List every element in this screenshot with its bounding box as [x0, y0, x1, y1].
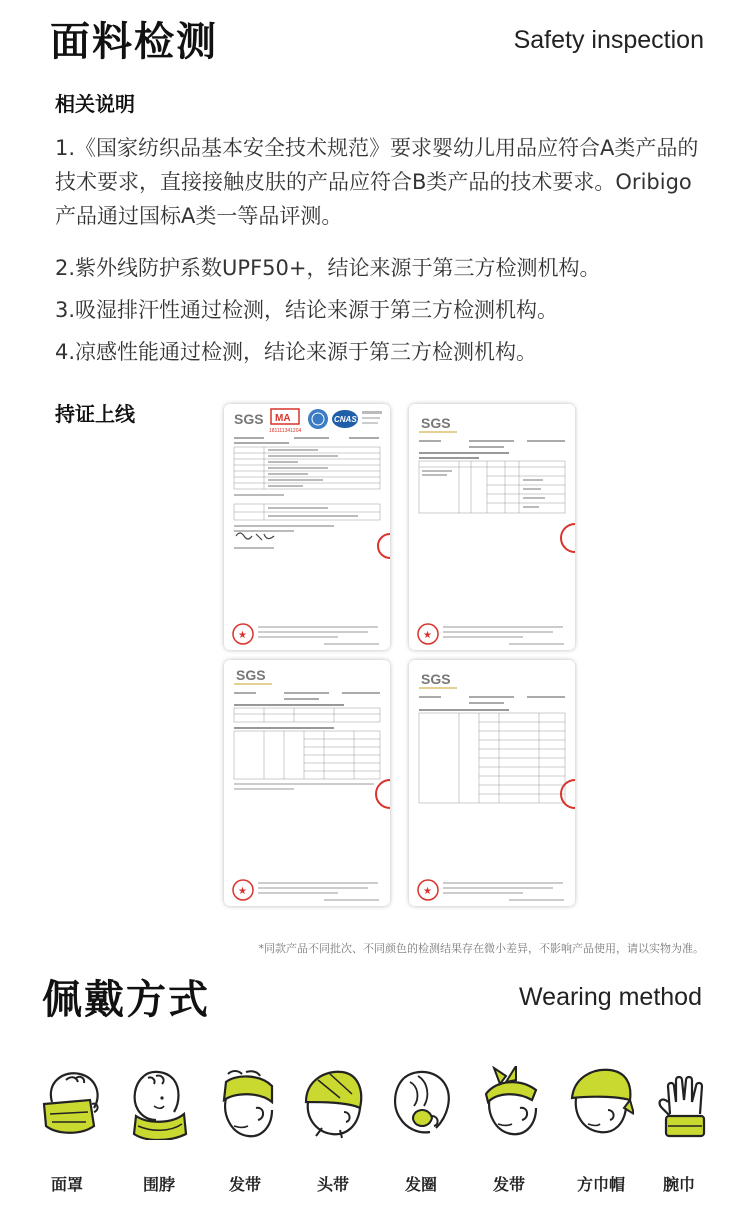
face-mask-icon [40, 1068, 106, 1140]
wearing-label: 腕巾 [662, 1175, 695, 1194]
certificate-card[interactable] [224, 660, 390, 906]
sgs-logo: SGS [234, 411, 264, 427]
description-paragraph-2: 2.紫外线防护系数UPF50+，结论来源于第三方检测机构。 [55, 256, 601, 280]
description-paragraph-4: 4.凉感性能通过检测，结论来源于第三方检测机构。 [55, 340, 538, 364]
section-title-inspection-en: Safety inspection [513, 26, 704, 54]
ilac-seal-icon [308, 409, 328, 429]
wearing-label: 发带 [228, 1175, 261, 1194]
headband-icon [212, 1068, 278, 1140]
section-title-wearing-en: Wearing method [519, 983, 702, 1011]
wearing-label: 发圈 [404, 1175, 437, 1194]
scrunchie-icon [388, 1068, 454, 1140]
svg-text:CNAS: CNAS [334, 415, 357, 424]
section-title-inspection: 面料检测 [50, 19, 218, 65]
sgs-logo: SGS [236, 667, 266, 683]
section-title-wearing: 佩戴方式 [42, 977, 210, 1023]
wearing-label: 面罩 [50, 1175, 83, 1194]
svg-text:★: ★ [238, 886, 247, 897]
subheading-description: 相关说明 [55, 92, 135, 116]
hairband-knot-icon [476, 1066, 542, 1138]
wearing-label: 围脖 [142, 1175, 175, 1194]
bandana-cap-icon [568, 1068, 634, 1140]
sgs-logo: SGS [421, 415, 451, 431]
wearing-label: 头带 [316, 1175, 349, 1194]
svg-text:★: ★ [423, 630, 432, 641]
description-paragraph-3: 3.吸湿排汗性通过检测，结论来源于第三方检测机构。 [55, 298, 559, 322]
neck-gaiter-icon [126, 1068, 192, 1140]
footnote-disclaimer: *同款产品不同批次、不同颜色的检测结果存在微小差异，不影响产品使用，请以实物为准。 [258, 942, 704, 955]
certificate-card[interactable] [409, 660, 575, 906]
svg-text:★: ★ [238, 630, 247, 641]
certificate-card[interactable] [224, 404, 390, 650]
svg-text:★: ★ [423, 886, 432, 897]
wristband-icon [652, 1072, 718, 1144]
wearing-label: 发带 [492, 1175, 525, 1194]
sgs-logo: SGS [421, 671, 451, 687]
subheading-certified: 持证上线 [55, 402, 135, 426]
certificate-card[interactable] [409, 404, 575, 650]
signature-mark [236, 533, 274, 540]
svg-text:181111341204: 181111341204 [269, 428, 302, 434]
description-paragraph-1: 1.《国家纺织品基本安全技术规范》要求婴幼儿用品应符合A类产品的技术要求，直接接触皮肤的产品应符合B类产品的技术要求。Oribigo产品通过国标A类一等品评测。 [55, 136, 699, 228]
wearing-label: 方巾帽 [576, 1175, 625, 1194]
head-wrap-icon [300, 1068, 366, 1140]
svg-text:MA: MA [275, 413, 291, 424]
